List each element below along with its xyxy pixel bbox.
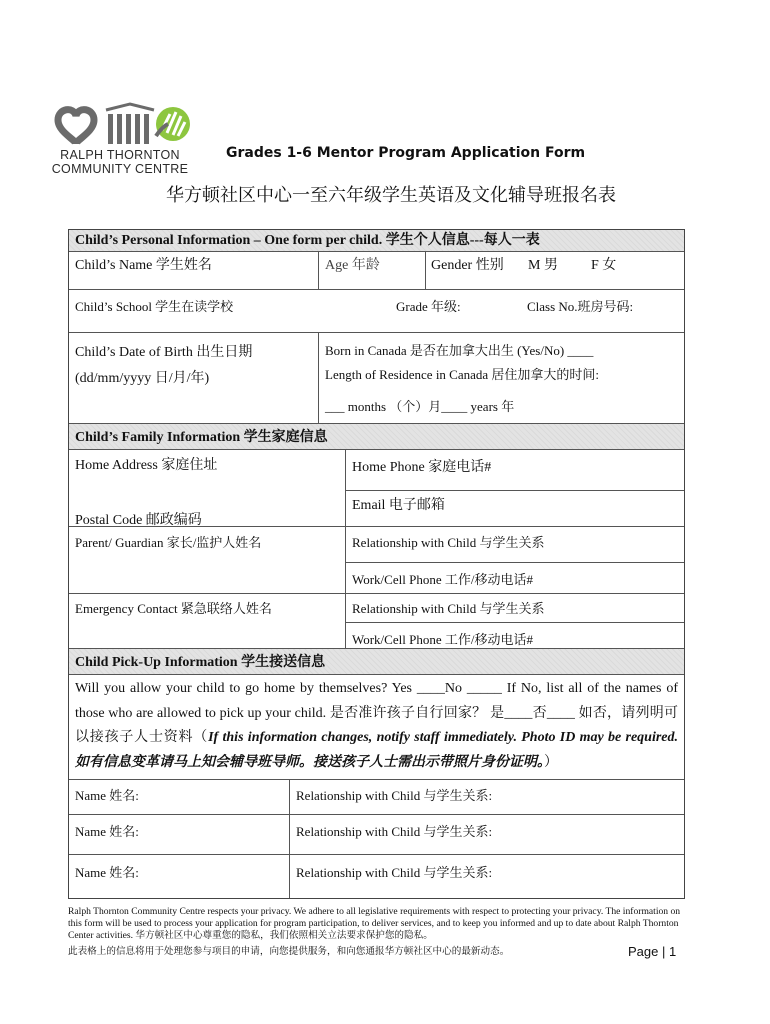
guardian-work-phone-label: Work/Cell Phone 工作/移动电话# [352,572,533,587]
email-label: Email 电子邮箱 [352,498,445,513]
form-title-chinese: 华方顿社区中心一至六年级学生英语及文化辅导班报名表 [166,185,616,206]
pickup-note-close: ） [544,754,558,770]
logo-line-2: COMMUNITY CENTRE [51,162,189,176]
class-number-label: Class No.班房号码: [527,299,634,314]
home-phone-label: Home Phone 家庭电话# [352,460,492,475]
age-label: Age 年龄 [325,258,380,273]
residence-length-label: Length of Residence in Canada 居住加拿大的时间: [325,367,600,382]
pickup-name-label-2: Name 姓名: [75,824,139,839]
pickup-info-header: Child Pick-Up Information 学生接送信息 [69,648,684,675]
privacy-footer [68,906,688,958]
family-info-header: Child’s Family Information 学生家庭信息 [69,423,684,450]
pickup-question [75,677,678,775]
emergency-relationship-label: Relationship with Child 与学生关系 [352,601,545,616]
guardian-relationship-label: Relationship with Child 与学生关系 [352,535,545,550]
dob-format: (dd/mm/yyyy 日/月/年) [75,371,210,386]
emergency-contact-label: Emergency Contact 紧急联络人姓名 [75,601,272,616]
dob-label: Child’s Date of Birth 出生日期 [75,345,253,360]
grade-label: Grade 年级: [396,299,461,314]
logo-line-1: RALPH THORNTON [60,148,180,162]
pickup-name-label-1: Name 姓名: [75,788,139,803]
pickup-note-text: If this information changes, notify staff immediately. Photo ID may be required. 如有信息变革请马上知会辅导班导师。接送孩子人士需出示带照片身份证明。 [75,730,679,770]
pickup-name-label-3: Name 姓名: [75,865,139,880]
logo-mark-icon [50,100,190,150]
page-number: Page | 1 [628,944,677,959]
home-address-label: Home Address 家庭住址 [75,458,218,473]
school-label: Child’s School 学生在读学校 [75,299,234,314]
born-in-canada-label: Born in Canada 是否在加拿大出生 (Yes/No) ____ [325,343,594,358]
personal-info-header: Child’s Personal Information – One form per child. 学生个人信息---每人一表 [69,230,684,251]
gender-male-option[interactable]: M 男 [528,258,558,273]
privacy-chinese-note: 此表格上的信息将用于处理您参与项目的申请，向您提供服务，和向您通报华方顿社区中心的最新动态。 [68,946,510,957]
pickup-relationship-label-3: Relationship with Child 与学生关系: [296,865,493,880]
emergency-work-phone-label: Work/Cell Phone 工作/移动电话# [352,632,533,647]
form-title-english: Grades 1-6 Mentor Program Application Form [226,145,586,161]
gender-label: Gender 性别 [431,258,504,273]
pickup-question-text: Will you allow your child to go home by themselves? Yes ____No _____ If No, list all of the names of those who are allowed to pick up your child. 是否准许孩子自行回家？ 是____否____ 如否，请列明可以接孩子人士资料（ [75,681,678,745]
gender-female-option[interactable]: F 女 [591,258,617,273]
residence-months-years: ___ months （个）月____ years 年 [325,399,515,414]
privacy-statement: Ralph Thornton Community Centre respects your privacy. We adhere to all legislative requirements with respect to protecting your privacy. The information on this form will be used to process your application for program participation, to deliver services, and to keep you informed and up to date about Ralph Thornton Center activities. 华方顿社区中心尊重您的隐私，我们依照相关立法要求保护您的隐私。 [68,906,681,941]
pickup-relationship-label-2: Relationship with Child 与学生关系: [296,824,493,839]
postal-code-label: Postal Code 邮政编码 [75,513,202,528]
pickup-relationship-label-1: Relationship with Child 与学生关系: [296,788,493,803]
application-form [68,229,685,899]
ralph-thornton-logo [50,100,190,180]
child-name-label: Child’s Name 学生姓名 [75,258,212,273]
guardian-name-label: Parent/ Guardian 家长/监护人姓名 [75,535,262,550]
logo-text [50,148,190,176]
